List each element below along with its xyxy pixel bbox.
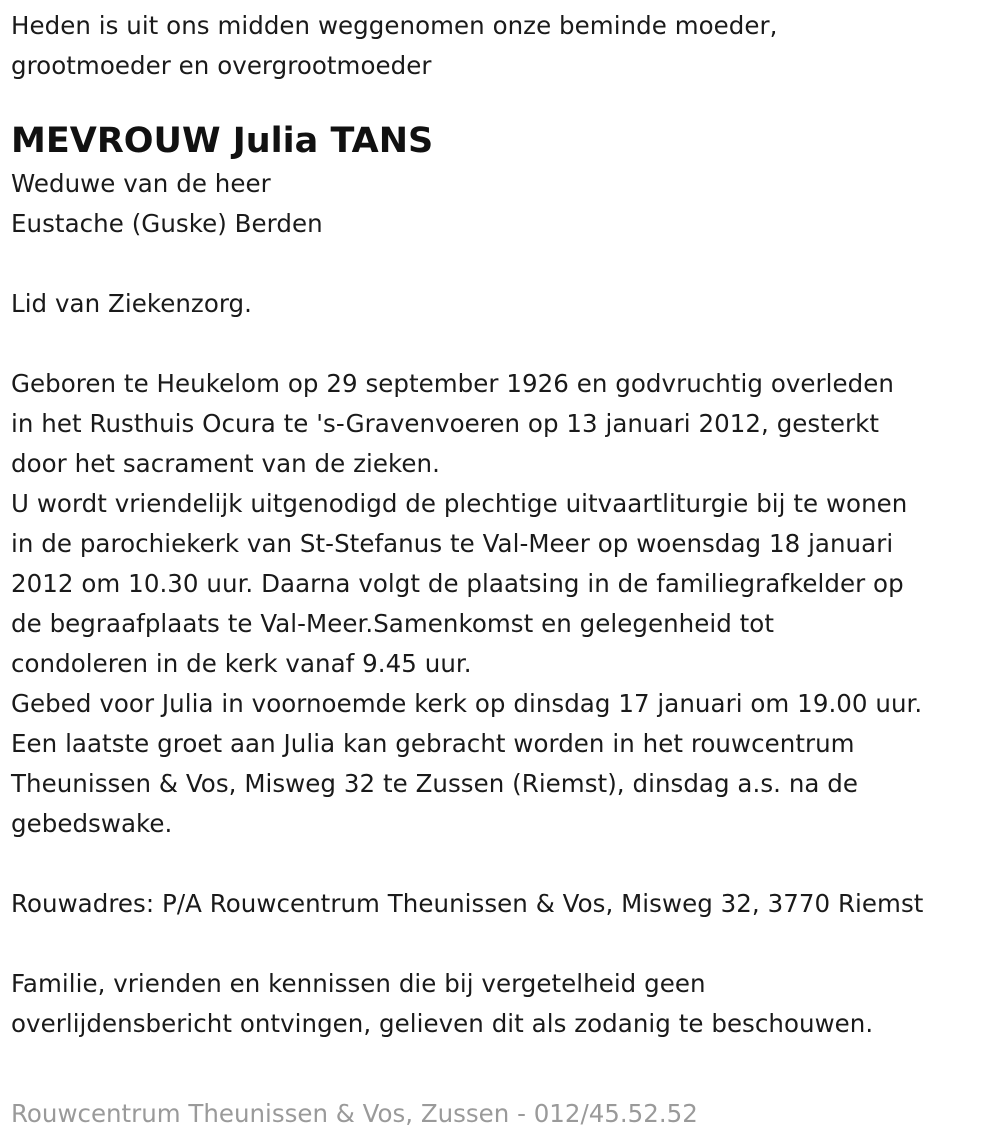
spacer [11,844,989,884]
funeral-home-footer: Rouwcentrum Theunissen & Vos, Zussen - 012/45.52.52 [11,1099,698,1128]
spacer [11,924,989,964]
intro-line: grootmoeder en overgrootmoeder [11,51,432,80]
widow-block [11,164,989,244]
intro-block [11,6,989,86]
details-line: in de parochiekerk van St-Stefanus te Val-Meer op woensdag 18 januari [11,529,894,558]
details-line: Theunissen & Vos, Misweg 32 te Zussen (Riemst), dinsdag a.s. na de [11,769,859,798]
intro-line: Heden is uit ons midden weggenomen onze beminde moeder, [11,11,778,40]
deceased-name: MEVROUW Julia TANS [11,121,434,161]
notice-block [11,964,989,1044]
widow-line: Eustache (Guske) Berden [11,209,323,238]
details-line: Een laatste groet aan Julia kan gebracht worden in het rouwcentrum [11,729,855,758]
notice-line: Familie, vrienden en kennissen die bij vergetelheid geen [11,969,706,998]
membership-line: Lid van Ziekenzorg. [11,289,252,318]
spacer [11,324,989,364]
details-line: Geboren te Heukelom op 29 september 1926 en godvruchtig overleden [11,369,894,398]
details-line: gebedswake. [11,809,173,838]
details-line: Gebed voor Julia in voornoemde kerk op dinsdag 17 januari om 19.00 uur. [11,689,923,718]
details-line: in het Rusthuis Ocura te 's-Gravenvoeren op 13 januari 2012, gesterkt [11,409,880,438]
details-line: de begraafplaats te Val-Meer.Samenkomst en gelegenheid tot [11,609,774,638]
widow-line: Weduwe van de heer [11,169,271,198]
notice-line: overlijdensbericht ontvingen, gelieven dit als zodanig te beschouwen. [11,1009,874,1038]
mourning-address: Rouwadres: P/A Rouwcentrum Theunissen & Vos, Misweg 32, 3770 Riemst [11,889,924,918]
details-line: 2012 om 10.30 uur. Daarna volgt de plaatsing in de familiegrafkelder op [11,569,904,598]
details-line: condoleren in de kerk vanaf 9.45 uur. [11,649,472,678]
spacer [11,244,989,284]
details-block [11,364,989,844]
details-line: U wordt vriendelijk uitgenodigd de plechtige uitvaartliturgie bij te wonen [11,489,908,518]
details-line: door het sacrament van de zieken. [11,449,440,478]
